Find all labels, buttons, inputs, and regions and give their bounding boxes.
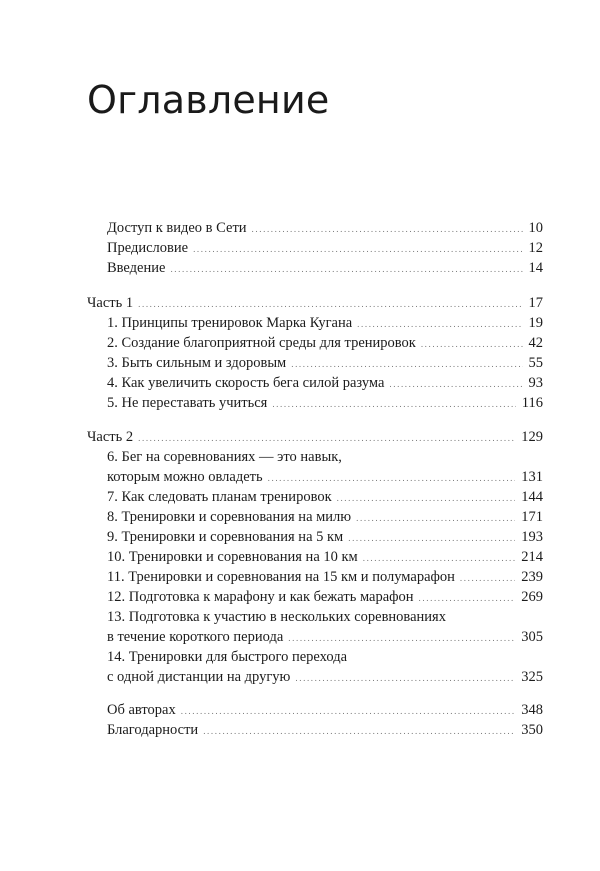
dot-leader (348, 528, 515, 548)
toc-entry[interactable] (107, 238, 543, 258)
entry-page: 42 (528, 335, 543, 351)
entry-label: 4. Как увеличить скорость бега силой разума (107, 375, 385, 391)
dot-leader (268, 468, 516, 488)
dot-leader (181, 701, 516, 721)
entry-page: 131 (521, 469, 543, 485)
toc-entry[interactable] (107, 393, 543, 413)
entry-page: 325 (521, 669, 543, 685)
entry-page: 269 (521, 589, 543, 605)
dot-leader (363, 548, 516, 568)
entry-label: Об авторах (107, 702, 176, 718)
dot-leader (421, 334, 523, 354)
entry-label: в течение короткого периода (107, 629, 284, 645)
entry-label: 5. Не переставать учиться (107, 395, 268, 411)
dot-leader (419, 588, 516, 608)
entry-page: 17 (528, 295, 543, 311)
part-label: Часть 1 (87, 295, 134, 311)
entry-label: 12. Подготовка к марафону и как бежать марафон (107, 589, 414, 605)
toc-entry[interactable] (107, 587, 543, 607)
toc-entry[interactable] (107, 547, 543, 567)
entry-page: 116 (521, 395, 543, 411)
dot-leader (252, 219, 523, 239)
entry-label: с одной дистанции на другую (107, 669, 291, 685)
toc-entry[interactable] (107, 567, 543, 587)
entry-label: 8. Тренировки и соревнования на милю (107, 509, 352, 525)
entry-label-line1[interactable]: 6. Бег на соревнованиях — это навык, (107, 449, 342, 465)
entry-page: 171 (521, 509, 543, 525)
toc-entry[interactable] (107, 700, 543, 720)
toc-entry[interactable] (107, 507, 543, 527)
page-title: Оглавление (87, 78, 330, 122)
entry-label-line1[interactable]: 14. Тренировки для быстрого перехода (107, 649, 348, 665)
entry-label: 9. Тренировки и соревнования на 5 км (107, 529, 344, 545)
dot-leader (295, 668, 515, 688)
toc-part-1[interactable] (87, 293, 543, 313)
dot-leader (272, 394, 515, 414)
entry-page: 350 (521, 722, 543, 738)
entry-label: Доступ к видео в Сети (107, 220, 247, 236)
entry-label: 2. Создание благоприятной среды для тренировок (107, 335, 416, 351)
entry-page: 129 (521, 429, 543, 445)
dot-leader (193, 239, 522, 259)
toc-entry[interactable] (107, 333, 543, 353)
dot-leader (138, 428, 515, 448)
entry-label: Предисловие (107, 240, 189, 256)
dot-leader (460, 568, 515, 588)
entry-page: 144 (521, 489, 543, 505)
toc-entry[interactable] (107, 467, 543, 487)
entry-label: Введение (107, 260, 166, 276)
dot-leader (170, 259, 522, 279)
toc-entry[interactable] (107, 667, 543, 687)
entry-page: 93 (528, 375, 543, 391)
dot-leader (291, 354, 522, 374)
entry-page: 10 (528, 220, 543, 236)
entry-page: 193 (521, 529, 543, 545)
dot-leader (356, 508, 515, 528)
entry-label-line1[interactable]: 13. Подготовка к участию в нескольких соревнованиях (107, 609, 446, 625)
entry-page: 19 (528, 315, 543, 331)
toc-entry[interactable] (107, 627, 543, 647)
toc-entry[interactable] (107, 313, 543, 333)
toc-entry[interactable] (107, 353, 543, 373)
entry-page: 305 (521, 629, 543, 645)
entry-label: 10. Тренировки и соревнования на 10 км (107, 549, 358, 565)
dot-leader (389, 374, 522, 394)
entry-label: Благодарности (107, 722, 199, 738)
toc-entry[interactable] (107, 487, 543, 507)
toc-entry[interactable] (107, 373, 543, 393)
entry-label: 11. Тренировки и соревнования на 15 км и полумарафон (107, 569, 455, 585)
entry-page: 12 (528, 240, 543, 256)
entry-label: 1. Принципы тренировок Марка Кугана (107, 315, 353, 331)
toc-entry[interactable] (107, 527, 543, 547)
entry-label: которым можно овладеть (107, 469, 263, 485)
dot-leader (337, 488, 516, 508)
dot-leader (138, 294, 522, 314)
dot-leader (203, 721, 515, 741)
entry-page: 239 (521, 569, 543, 585)
toc-part-2[interactable] (87, 427, 543, 447)
entry-page: 14 (528, 260, 543, 276)
entry-page: 348 (521, 702, 543, 718)
entry-page: 214 (521, 549, 543, 565)
entry-label: 3. Быть сильным и здоровым (107, 355, 287, 371)
entry-label: 7. Как следовать планам тренировок (107, 489, 332, 505)
entry-page: 55 (528, 355, 543, 371)
toc-entry[interactable] (107, 258, 543, 278)
toc-entry[interactable] (107, 720, 543, 740)
dot-leader (357, 314, 522, 334)
toc-entry[interactable] (107, 218, 543, 238)
dot-leader (288, 628, 515, 648)
part-label: Часть 2 (87, 429, 134, 445)
